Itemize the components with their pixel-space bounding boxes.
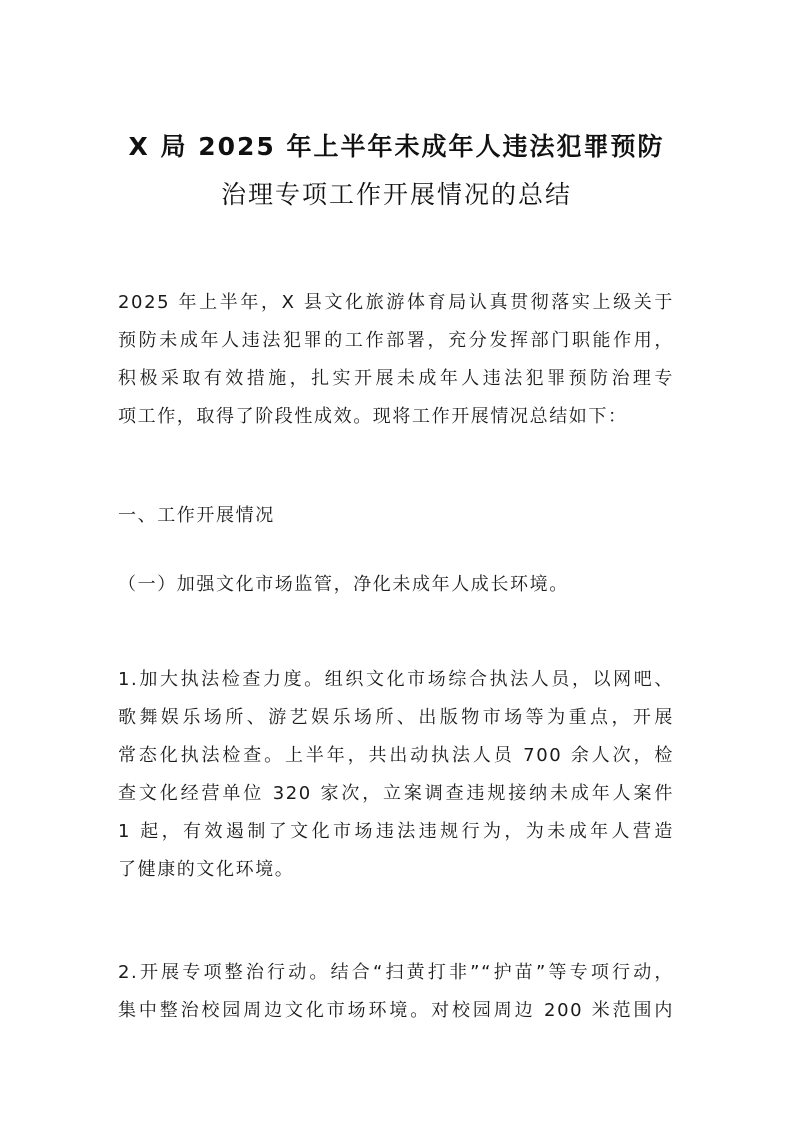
subsection-heading bbox=[118, 566, 674, 604]
document-title-line-1: X 局 2025 年上半年未成年人违法犯罪预防 bbox=[128, 132, 665, 161]
intro-line: 项工作，取得了阶段性成效。现将工作开展情况总结如下： bbox=[118, 406, 628, 427]
item-2-line: 2.开展专项整治行动。结合“扫黄打非”“护苗”等专项行动， bbox=[118, 962, 674, 983]
item-1-line: 查文化经营单位 320 家次，立案调查违规接纳未成年人案件 bbox=[118, 783, 674, 804]
subsection-heading-text: （一）加强文化市场监管，净化未成年人成长环境。 bbox=[118, 574, 569, 595]
item-2-paragraph bbox=[118, 954, 674, 1030]
item-2-line: 集中整治校园周边文化市场环境。对校园周边 200 米范围内 bbox=[118, 1000, 674, 1021]
intro-paragraph bbox=[118, 284, 674, 436]
section-heading-text: 一、工作开展情况 bbox=[118, 505, 275, 526]
item-1-line: 常态化执法检查。上半年，共出动执法人员 700 余人次，检 bbox=[118, 745, 674, 766]
intro-line: 预防未成年人违法犯罪的工作部署，充分发挥部门职能作用， bbox=[118, 330, 674, 351]
intro-line: 积极采取有效措施，扎实开展未成年人违法犯罪预防治理专 bbox=[118, 368, 674, 389]
document-title-line-2: 治理专项工作开展情况的总结 bbox=[220, 180, 572, 209]
item-1-line: 歌舞娱乐场所、游艺娱乐场所、出版物市场等为重点，开展 bbox=[118, 707, 674, 728]
section-heading bbox=[118, 497, 674, 535]
item-1-line: 了健康的文化环境。 bbox=[118, 859, 295, 880]
item-1-paragraph bbox=[118, 661, 674, 889]
intro-line: 2025 年上半年，X 县文化旅游体育局认真贯彻落实上级关于 bbox=[118, 292, 674, 313]
item-1-line: 1 起，有效遏制了文化市场违法违规行为，为未成年人营造 bbox=[118, 821, 674, 842]
item-1-line: 1.加大执法检查力度。组织文化市场综合执法人员，以网吧、 bbox=[118, 669, 674, 690]
